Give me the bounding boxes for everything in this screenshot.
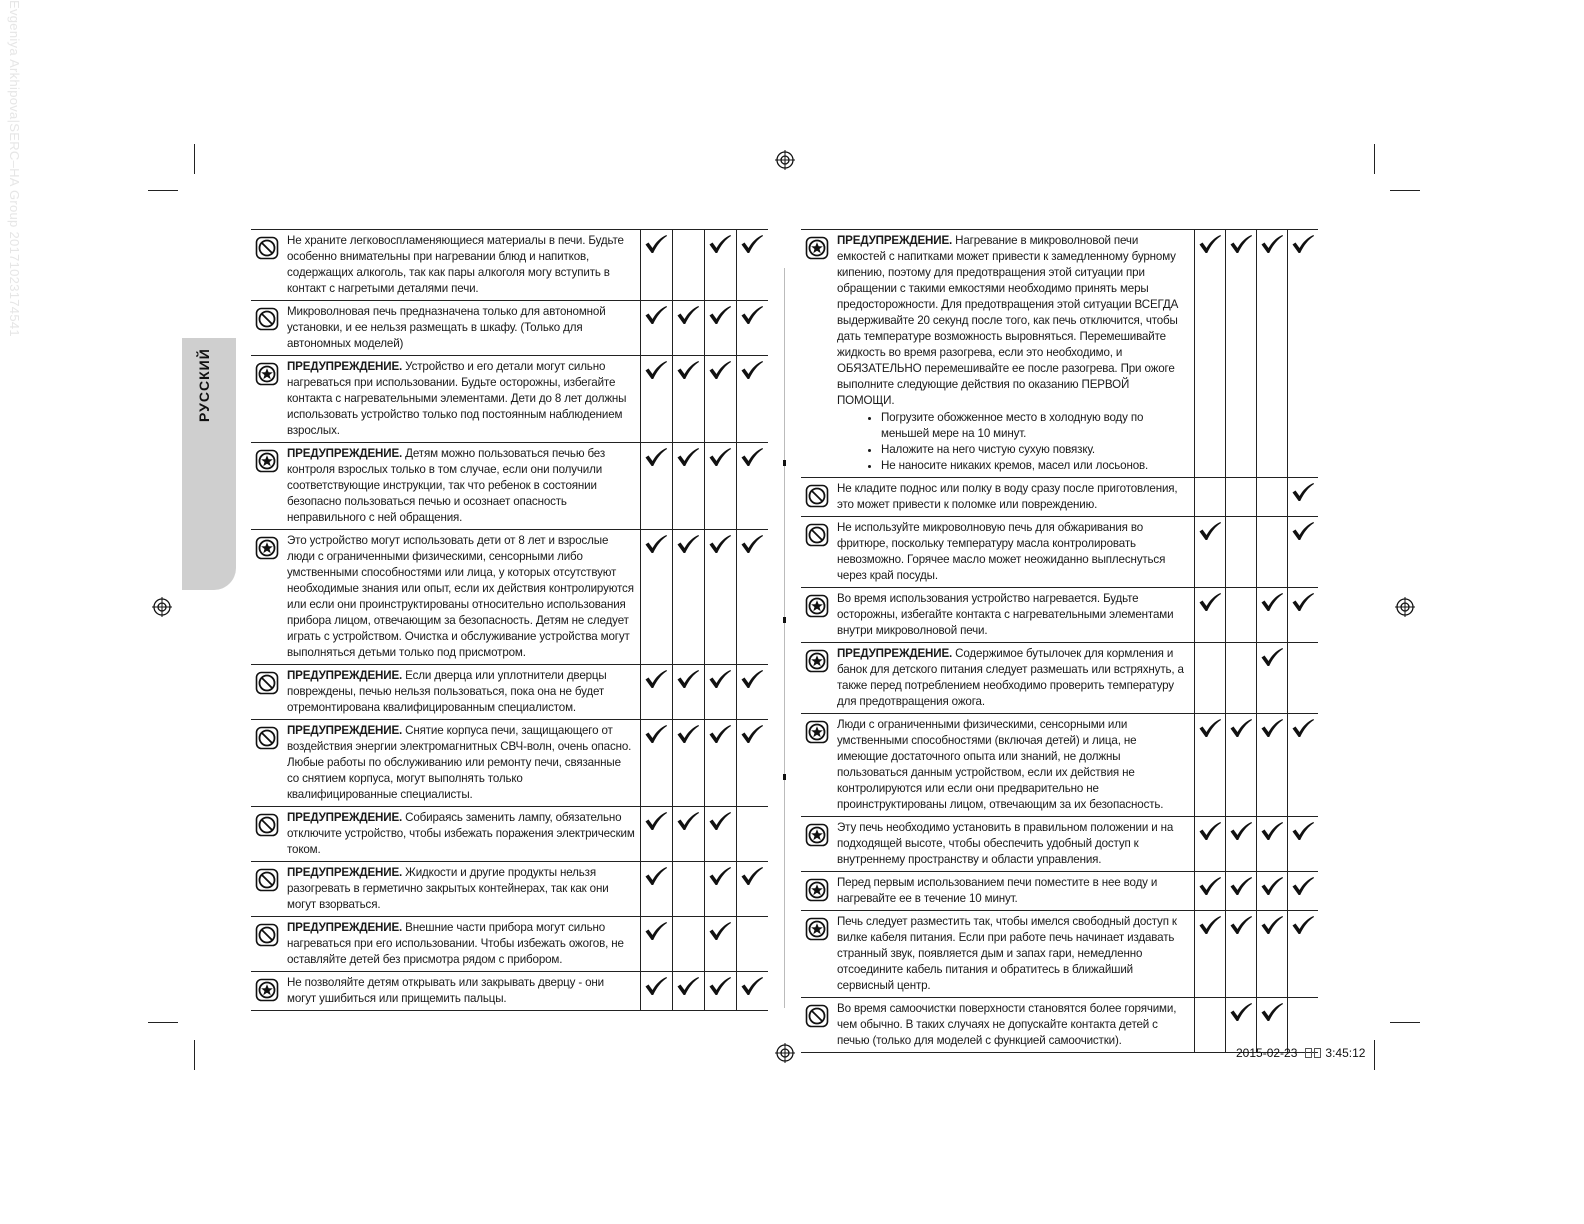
caution-star-icon (805, 649, 835, 673)
warning-label: ПРЕДУПРЕЖДЕНИЕ. (287, 724, 403, 737)
check-cell (640, 665, 672, 720)
row-icon-cell (801, 517, 835, 588)
row-body-text: Устройство и его детали могут сильно нагреваться при использовании. Будьте осторожны, избегайте контакта с нагревательными элементами. Дети до 8 лет должны использовать устройство только под постоянным наблюдением взрослых. (287, 360, 627, 437)
check-cell (1194, 714, 1225, 817)
checkmark-icon (673, 724, 704, 744)
crop-mark (1390, 190, 1420, 191)
crop-mark (1374, 144, 1375, 174)
checkmark-icon (737, 724, 769, 744)
check-cell (736, 443, 768, 530)
check-cell (1194, 911, 1225, 998)
table-row (801, 517, 1318, 588)
row-icon-cell (251, 230, 285, 301)
check-cell (1256, 517, 1287, 588)
warning-label: ПРЕДУПРЕЖДЕНИЕ. (287, 866, 403, 879)
checkmark-icon (1195, 821, 1225, 841)
crop-mark (148, 1022, 178, 1023)
checkmark-icon (705, 360, 736, 380)
checkmark-icon (1288, 521, 1319, 541)
checkmark-icon (1195, 718, 1225, 738)
row-icon-cell (801, 872, 835, 911)
table-row (801, 998, 1318, 1053)
check-cell (736, 917, 768, 972)
check-cell (1225, 817, 1256, 872)
checkmark-icon (641, 724, 672, 744)
checkmark-icon (1257, 821, 1287, 841)
check-cell (1194, 588, 1225, 643)
check-cell (704, 443, 736, 530)
check-cell (640, 972, 672, 1011)
checkmark-icon (1288, 234, 1319, 254)
print-timestamp (1236, 1046, 1365, 1060)
checkmark-icon (705, 811, 736, 831)
table-row (251, 917, 768, 972)
check-cell (704, 972, 736, 1011)
row-icon-cell (251, 720, 285, 807)
row-text (285, 720, 640, 807)
row-text (285, 807, 640, 862)
checkmark-icon (1195, 876, 1225, 896)
table-row (251, 862, 768, 917)
table-row (801, 230, 1318, 478)
first-aid-list (881, 410, 1190, 474)
check-cell (1287, 588, 1318, 643)
list-item: • Погрузите обожженное место в холодную воду по меньшей мере на 10 минут. (881, 410, 1190, 442)
row-icon-cell (251, 301, 285, 356)
row-text (835, 872, 1194, 911)
check-cell (640, 443, 672, 530)
crop-mark (148, 190, 178, 191)
page-separator (784, 268, 785, 1008)
row-text (285, 665, 640, 720)
check-cell (704, 665, 736, 720)
check-cell (1225, 588, 1256, 643)
row-body-text: Снятие корпуса печи, защищающего от воздействия энергии электромагнитных СВЧ-волн, очень опасно. Любые работы по обслуживанию или ремонту печи, связанные со снятием корпуса, могут выполнять только квалифицированные специалисты. (287, 724, 632, 801)
check-cell (1287, 872, 1318, 911)
caution-star-icon (255, 362, 285, 386)
row-icon-cell (251, 972, 285, 1011)
checkmark-icon (641, 360, 672, 380)
caution-star-icon (255, 536, 285, 560)
check-cell (640, 530, 672, 665)
prohibition-icon (255, 307, 285, 331)
prohibition-icon (805, 1004, 835, 1028)
language-tab-label: РУССКИЙ (196, 348, 212, 422)
warning-label: ПРЕДУПРЕЖДЕНИЕ. (287, 360, 403, 373)
row-body-text: Это устройство могут использовать дети от 8 лет и взрослые люди с ограниченными физическими, сенсорными либо умственными способностями или лица, у которых отсутствуют необходимые знания или опыт, если их действия контролируются или если они проинструктированы относительно использования прибора лицом, отвечающим за безопасность. Детям не следует играть с устройством. Очистка и обслуживание устройства могут выполняться детьми только под присмотром. (287, 534, 634, 659)
checkmark-icon (1195, 592, 1225, 612)
row-body-text: Жидкости и другие продукты нельзя разогревать в герметично закрытых контейнерах, так как они могут взорваться. (287, 866, 609, 911)
check-cell (736, 356, 768, 443)
right-safety-table (801, 229, 1318, 1053)
checkmark-icon (1288, 876, 1319, 896)
check-cell (672, 665, 704, 720)
checkmark-icon (1257, 1002, 1287, 1022)
print-date: 2015-02-23 (1236, 1046, 1298, 1060)
table-row (801, 714, 1318, 817)
check-cell (672, 972, 704, 1011)
check-cell (1225, 230, 1256, 478)
warning-label: ПРЕДУПРЕЖДЕНИЕ. (287, 921, 403, 934)
checkmark-icon (641, 447, 672, 467)
check-cell (736, 972, 768, 1011)
checkmark-icon (737, 669, 769, 689)
check-cell (1256, 643, 1287, 714)
check-cell (736, 665, 768, 720)
check-cell (1287, 517, 1318, 588)
check-cell (672, 862, 704, 917)
check-cell (1287, 643, 1318, 714)
checkmark-icon (737, 234, 769, 254)
table-row (801, 588, 1318, 643)
check-cell (736, 301, 768, 356)
row-body-text: Микроволновая печь предназначена только для автономной установки, и ее нельзя размещать в шкафу. (Только для автономных моделей) (287, 305, 606, 350)
row-text (285, 530, 640, 665)
check-cell (1256, 588, 1287, 643)
checkmark-icon (1195, 915, 1225, 935)
check-cell (1287, 714, 1318, 817)
table-row (251, 230, 768, 301)
registration-mark-icon (775, 1043, 795, 1063)
checkmark-icon (641, 305, 672, 325)
check-cell (1225, 911, 1256, 998)
prohibition-icon (805, 484, 835, 508)
table-row (251, 530, 768, 665)
check-cell (1225, 872, 1256, 911)
check-cell (736, 862, 768, 917)
side-watermark: Evgeniya Arkhipova|SERC–HA Group 20171023174541 (7, 0, 22, 337)
warning-label: ПРЕДУПРЕЖДЕНИЕ. (287, 447, 403, 460)
caution-star-icon (805, 594, 835, 618)
row-text (285, 230, 640, 301)
row-text (285, 443, 640, 530)
crop-mark (194, 1040, 195, 1070)
separator-mark (783, 460, 786, 466)
checkmark-icon (1257, 647, 1287, 667)
check-cell (1256, 911, 1287, 998)
list-item: • Наложите на него чистую сухую повязку. (881, 442, 1190, 458)
caution-star-icon (255, 978, 285, 1002)
checkmark-icon (641, 669, 672, 689)
row-body-text: Не кладите поднос или полку в воду сразу после приготовления, это может привести к поломке или повреждению. (837, 482, 1178, 511)
right-table-body (801, 230, 1318, 1053)
checkmark-icon (1226, 915, 1256, 935)
checkmark-icon (641, 921, 672, 941)
check-cell (736, 230, 768, 301)
checkmark-icon (737, 447, 769, 467)
check-cell (704, 862, 736, 917)
check-cell (1194, 998, 1225, 1053)
checkmark-icon (1226, 876, 1256, 896)
row-text (835, 588, 1194, 643)
check-cell (1287, 998, 1318, 1053)
crop-mark (1374, 1040, 1375, 1070)
row-icon-cell (801, 998, 835, 1053)
check-cell (1194, 478, 1225, 517)
checkmark-icon (673, 360, 704, 380)
left-table-body (251, 230, 768, 1011)
row-text (835, 478, 1194, 517)
row-body-text: Не используйте микроволновую печь для обжаривания во фритюре, поскольку температуру масла контролировать невозможно. Горячее масло может неожиданно выплеснуться через край посуды. (837, 521, 1166, 582)
row-body-text: Не позволяйте детям открывать или закрывать дверцу - они могут ушибиться или прищемить пальцы. (287, 976, 605, 1005)
checkmark-icon (1288, 915, 1319, 935)
prohibition-icon (255, 671, 285, 695)
check-cell (1194, 230, 1225, 478)
table-row (251, 720, 768, 807)
checkmark-icon (705, 534, 736, 554)
check-cell (704, 720, 736, 807)
prohibition-icon (255, 813, 285, 837)
table-row (801, 643, 1318, 714)
row-text (835, 714, 1194, 817)
checkmark-icon (1257, 915, 1287, 935)
checkmark-icon (705, 669, 736, 689)
checkmark-icon (1257, 876, 1287, 896)
row-icon-cell (801, 911, 835, 998)
check-cell (1194, 517, 1225, 588)
check-cell (1225, 478, 1256, 517)
checkmark-icon (1195, 521, 1225, 541)
check-cell (640, 807, 672, 862)
row-text (835, 517, 1194, 588)
checkmark-icon (705, 447, 736, 467)
row-body-text: Если дверца или уплотнители дверцы повреждены, печью нельзя пользоваться, пока она не будет отремонтирована квалифицированным специалистом. (287, 669, 607, 714)
check-cell (1287, 478, 1318, 517)
check-cell (640, 862, 672, 917)
checkmark-icon (705, 724, 736, 744)
prohibition-icon (255, 726, 285, 750)
check-cell (640, 230, 672, 301)
caution-star-icon (805, 917, 835, 941)
check-cell (640, 720, 672, 807)
row-body-text: Эту печь необходимо установить в правильном положении и на подходящей высоте, чтобы обеспечить удобный доступ к внутреннему пространству и области управления. (837, 821, 1174, 866)
check-cell (736, 530, 768, 665)
table-row (251, 807, 768, 862)
checkmark-icon (1257, 592, 1287, 612)
row-text (285, 972, 640, 1011)
print-time: 3:45:12 (1325, 1046, 1366, 1060)
prohibition-icon (255, 236, 285, 260)
check-cell (1287, 911, 1318, 998)
checkmark-icon (1226, 234, 1256, 254)
row-icon-cell (801, 230, 835, 478)
table-row (801, 817, 1318, 872)
checkmark-icon (1195, 234, 1225, 254)
check-cell (672, 917, 704, 972)
registration-mark-icon (775, 150, 795, 170)
row-icon-cell (801, 714, 835, 817)
row-icon-cell (801, 478, 835, 517)
row-body-text: Не храните легковоспламеняющиеся материалы в печи. Будьте особенно внимательны при нагревании блюд и напитков, содержащих алкоголь, так как пары алкоголя могу вступить в контакт с нагретыми деталями печи. (287, 234, 624, 295)
check-cell (1225, 643, 1256, 714)
row-icon-cell (251, 862, 285, 917)
check-cell (704, 917, 736, 972)
check-cell (1194, 872, 1225, 911)
check-cell (1256, 230, 1287, 478)
table-row (251, 301, 768, 356)
checkmark-icon (641, 534, 672, 554)
checkmark-icon (1257, 234, 1287, 254)
check-cell (704, 807, 736, 862)
checkmark-icon (673, 811, 704, 831)
check-cell (1287, 817, 1318, 872)
checkmark-icon (641, 234, 672, 254)
row-body-text: Люди с ограниченными физическими, сенсорными или умственными способностями (включая детей) и лица, не имеющие достаточного опыта или знаний, не должны пользоваться данным устройством, если их действия не контролируются или если они предварительно не проинструктированы лицом, отвечающим за их безопасность. (837, 718, 1164, 811)
row-body-text: Внешние части прибора могут сильно нагреваться при его использовании. Чтобы избежать ожогов, не оставляйте детей без присмотра рядом с прибором. (287, 921, 624, 966)
check-cell (1225, 998, 1256, 1053)
check-cell (1256, 478, 1287, 517)
checkmark-icon (641, 976, 672, 996)
row-text (285, 301, 640, 356)
row-text (835, 230, 1194, 478)
row-text (835, 911, 1194, 998)
checkmark-icon (705, 976, 736, 996)
checkmark-icon (737, 976, 769, 996)
check-cell (640, 356, 672, 443)
check-cell (672, 720, 704, 807)
checkmark-icon (705, 305, 736, 325)
checkmark-icon (1226, 718, 1256, 738)
checkmark-icon (705, 921, 736, 941)
separator-mark (783, 774, 786, 780)
check-cell (1256, 714, 1287, 817)
checkmark-icon (737, 305, 769, 325)
check-cell (672, 530, 704, 665)
check-cell (704, 301, 736, 356)
row-icon-cell (251, 665, 285, 720)
checkmark-icon (1288, 482, 1319, 502)
checkmark-icon (673, 534, 704, 554)
prohibition-icon (255, 923, 285, 947)
crop-mark (194, 144, 195, 174)
checkmark-icon (673, 305, 704, 325)
check-cell (1256, 817, 1287, 872)
checkmark-icon (1226, 821, 1256, 841)
row-text (285, 356, 640, 443)
check-cell (1225, 517, 1256, 588)
checkmark-icon (1288, 821, 1319, 841)
check-cell (736, 720, 768, 807)
check-cell (1256, 998, 1287, 1053)
crop-mark (1390, 1022, 1420, 1023)
checkmark-icon (1288, 592, 1319, 612)
warning-label: ПРЕДУПРЕЖДЕНИЕ. (837, 234, 953, 247)
warning-label: ПРЕДУПРЕЖДЕНИЕ. (287, 811, 403, 824)
check-cell (1194, 643, 1225, 714)
row-icon-cell (801, 643, 835, 714)
table-row (801, 911, 1318, 998)
row-icon-cell (251, 356, 285, 443)
left-safety-table (251, 229, 768, 1011)
check-cell (704, 230, 736, 301)
row-text (835, 817, 1194, 872)
checkmark-icon (705, 234, 736, 254)
row-body-text: Во время использования устройство нагревается. Будьте осторожны, избегайте контакта с нагревательными элементами внутри микроволновой печи. (837, 592, 1174, 637)
prohibition-icon (255, 868, 285, 892)
row-icon-cell (251, 807, 285, 862)
check-cell (640, 301, 672, 356)
checkmark-icon (673, 976, 704, 996)
row-body-text: Собираясь заменить лампу, обязательно отключите устройство, чтобы избежать поражения электрическим током. (287, 811, 635, 856)
warning-label: ПРЕДУПРЕЖДЕНИЕ. (837, 647, 953, 660)
row-body-text: Детям можно пользоваться печью без контроля взрослых только в том случае, если они получили соответствующие инструкции, так что ребенок в состоянии безопасно пользоваться печью и осознает опасность неправильного с ней обращения. (287, 447, 606, 524)
row-body-text: Печь следует разместить так, чтобы имелся свободный доступ к вилке кабеля питания. Если при работе печь начинает издавать странный звук, появляется дым и запах гари, немедленно отсоедините кабель питания и обратитесь в ближайший сервисный центр. (837, 915, 1177, 992)
row-icon-cell (801, 817, 835, 872)
check-cell (1287, 230, 1318, 478)
table-row (251, 665, 768, 720)
row-body-text: Нагревание в микроволновой печи емкостей с напитками может привести к замедленному бурному кипению, поэтому для предотвращения этой ситуации при обращении с такими емкостями необходимо принять меры предосторожности. Для предотвращения этой ситуации ВСЕГДА выдерживайте 20 секунд после того, как печь отключится, чтобы дать температуре возможность выровняться. Перемешивайте жидкость во время разогрева, если это необходимо, и ОБЯЗАТЕЛЬНО перемешивайте ее после разогрева. При ожоге выполните следующие действия по оказанию ПЕРВОЙ ПОМОЩИ. (837, 234, 1179, 407)
checkmark-icon (737, 534, 769, 554)
list-item: • Не наносите никаких кремов, масел или лосьонов. (881, 458, 1190, 474)
row-text (835, 998, 1194, 1053)
caution-star-icon (805, 720, 835, 744)
check-cell (672, 230, 704, 301)
check-cell (1225, 714, 1256, 817)
registration-mark-icon (1395, 597, 1415, 617)
checkmark-icon (1257, 718, 1287, 738)
caution-star-icon (805, 823, 835, 847)
checkmark-icon (641, 866, 672, 886)
checkmark-icon (641, 811, 672, 831)
check-cell (640, 917, 672, 972)
check-cell (736, 807, 768, 862)
check-cell (672, 807, 704, 862)
check-cell (704, 530, 736, 665)
row-icon-cell (801, 588, 835, 643)
caution-star-icon (805, 236, 835, 260)
warning-label: ПРЕДУПРЕЖДЕНИЕ. (287, 669, 403, 682)
row-icon-cell (251, 917, 285, 972)
row-text (835, 643, 1194, 714)
caution-star-icon (805, 878, 835, 902)
row-body-text: Во время самоочистки поверхности становятся более горячими, чем обычно. В таких случаях не допускайте контакта детей с печью (только для моделей с функцией самоочистки). (837, 1002, 1177, 1047)
row-text (285, 917, 640, 972)
row-body-text: Содержимое бутылочек для кормления и банок для детского питания следует размешать или встряхнуть, а также перед потреблением необходимо проверить температуру для предотвращения ожога. (837, 647, 1184, 708)
check-cell (1194, 817, 1225, 872)
checkmark-icon (1288, 718, 1319, 738)
separator-mark (783, 617, 786, 623)
row-icon-cell (251, 530, 285, 665)
language-tab (182, 338, 236, 590)
check-cell (672, 356, 704, 443)
prohibition-icon (805, 523, 835, 547)
table-row (801, 872, 1318, 911)
table-row (251, 443, 768, 530)
table-row (251, 356, 768, 443)
check-cell (1256, 872, 1287, 911)
registration-mark-icon (152, 597, 172, 617)
checkmark-icon (705, 866, 736, 886)
checkmark-icon (673, 447, 704, 467)
row-body-text: Перед первым использованием печи поместите в нее воду и нагревайте ее в течение 10 минут. (837, 876, 1158, 905)
table-row (251, 972, 768, 1011)
check-cell (704, 356, 736, 443)
checkmark-icon (737, 360, 769, 380)
checkmark-icon (1226, 1002, 1256, 1022)
table-row (801, 478, 1318, 517)
checkmark-icon (673, 669, 704, 689)
check-cell (672, 301, 704, 356)
checkmark-icon (737, 866, 769, 886)
check-cell (672, 443, 704, 530)
caution-star-icon (255, 449, 285, 473)
row-icon-cell (251, 443, 285, 530)
row-text (285, 862, 640, 917)
